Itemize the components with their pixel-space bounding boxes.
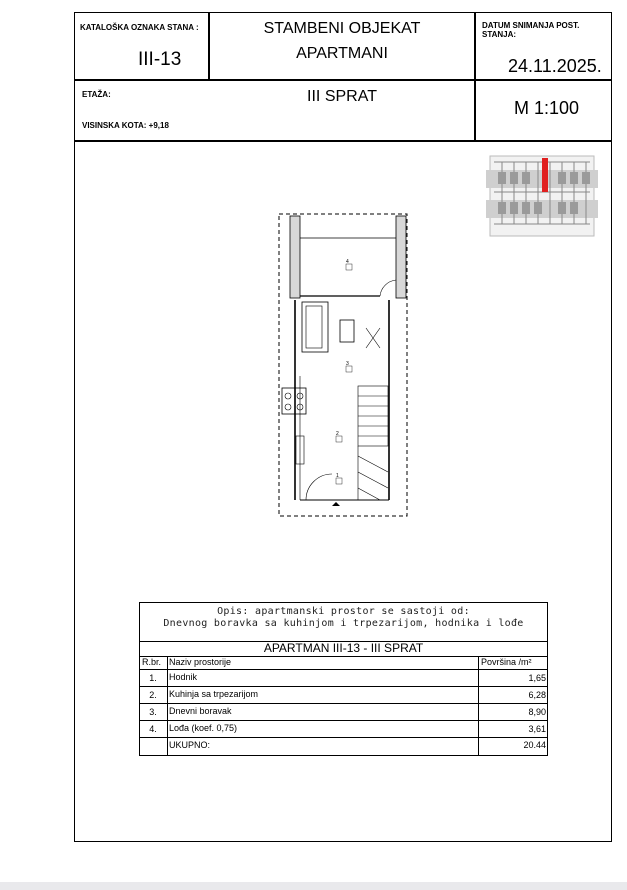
datum-label: DATUM SNIMANJA POST. STANJA: (482, 21, 580, 39)
room-tag-4: 4 (346, 259, 349, 265)
col-povrsina: Površina /m² (481, 657, 532, 667)
opis-line-1: Opis: apartmanski prostor se sastoji od: (217, 606, 470, 617)
table-col-line (478, 656, 479, 756)
kataloska-label: KATALOŠKA OZNAKA STANA : (80, 23, 199, 32)
row-1-rbr: 1. (149, 673, 157, 683)
header-col-divider-2 (474, 12, 476, 141)
visinska-kota: VISINSKA KOTA: +9,18 (82, 121, 169, 130)
row-1-naziv: Hodnik (169, 672, 198, 682)
etaza-value: III SPRAT (307, 88, 377, 105)
title-line-2: APARTMANI (296, 45, 388, 62)
row-2-povrsina: 6,28 (528, 690, 546, 700)
row-3-naziv: Dnevni boravak (169, 706, 232, 716)
table-col-line (167, 656, 168, 756)
table-title: APARTMAN III-13 - III SPRAT (263, 641, 424, 655)
datum-value: 24.11.2025. (508, 56, 602, 76)
kataloska-value: III-13 (138, 49, 182, 70)
row-4-povrsina: 3,61 (528, 724, 546, 734)
header-bottom-line (74, 140, 612, 142)
floor-plan (276, 210, 412, 520)
title-line-1: STAMBENI OBJEKAT (263, 20, 421, 37)
row-3-povrsina: 8,90 (528, 707, 546, 717)
apartment-highlight (542, 158, 548, 192)
scale-value: M 1:100 (514, 98, 580, 118)
viewer-bottom-bar (0, 882, 627, 890)
etaza-label: ETAŽA: (82, 90, 111, 99)
row-4-naziv: Lođa (koef. 0,75) (169, 723, 238, 733)
room-tag-3: 3 (346, 361, 349, 367)
row-4-rbr: 4. (149, 724, 157, 734)
row-1-povrsina: 1,65 (528, 673, 546, 683)
row-3-rbr: 3. (149, 707, 157, 717)
opis-text (140, 606, 547, 630)
room-tag-1: 1 (336, 473, 339, 479)
opis-line-2: Dnevnog boravka sa kuhinjom i trpezarijom, hodnika i lođe (163, 618, 524, 629)
ukupno-value: 20.44 (523, 740, 546, 750)
col-rbr: R.br. (142, 657, 162, 667)
room-tag-2: 2 (336, 431, 339, 437)
row-2-naziv: Kuhinja sa trpezarijom (169, 689, 259, 699)
key-plan-thumbnail (484, 152, 602, 240)
ukupno-label: UKUPNO: (169, 740, 211, 750)
header-divider (74, 79, 612, 81)
room-tags (336, 264, 352, 484)
col-naziv: Naziv prostorije (169, 657, 232, 667)
row-2-rbr: 2. (149, 690, 157, 700)
